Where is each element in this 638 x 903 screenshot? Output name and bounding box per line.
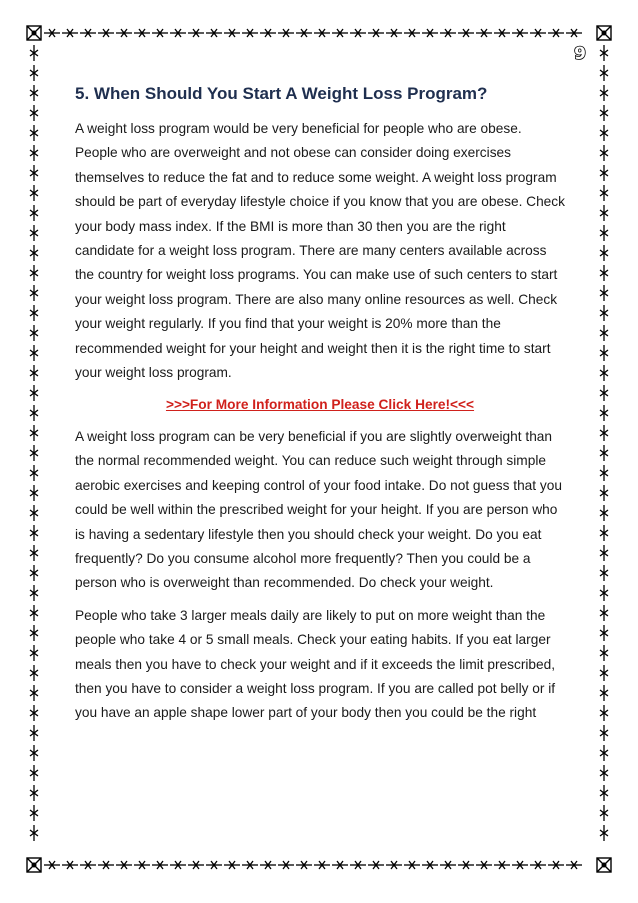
border-motif [30,465,38,481]
more-info-link-line [75,393,565,417]
border-motif [30,565,38,581]
border-motif [224,29,240,37]
border-motif [30,265,38,281]
border-motif [116,29,132,37]
border-motif [386,861,402,869]
border-motif [458,29,474,37]
border-motif [30,325,38,341]
document-body [75,83,565,734]
border-motif [600,65,608,81]
paragraph-eating-habits: People who take 3 larger meals daily are likely to put on more weight than the people who take 4 or 5 small meals. Check your eating habits. If you eat larger meals then you have to check your weight and if it exceeds the limit prescribed, then you have to consider a weight loss program. If you are called pot belly or if you have an apple shape lower part of your body then you could be the right [75,607,556,721]
border-motif [30,165,38,181]
border-motif [600,725,608,741]
border-motif [600,305,608,321]
border-motif [600,565,608,581]
border-motif [30,505,38,521]
border-motif [440,29,456,37]
border-motif [27,26,41,40]
border-motif [386,29,402,37]
border-motif [296,861,312,869]
border-motif [30,385,38,401]
border-motif [368,861,384,869]
border-motif [600,505,608,521]
border-motif [422,29,438,37]
border-motif [350,861,366,869]
border-motif [548,29,564,37]
border-motif [600,105,608,121]
border-motif [332,29,348,37]
border-motif [30,65,38,81]
border-motif [548,861,564,869]
border-motif [600,745,608,761]
border-motif [27,858,41,872]
border-motif [597,26,611,40]
border-motif [600,605,608,621]
border-motif [600,485,608,501]
border-motif [566,861,582,869]
border-motif [30,645,38,661]
border-motif [30,585,38,601]
border-motif [44,861,60,869]
border-motif [494,29,510,37]
border-motif [278,29,294,37]
border-motif [600,585,608,601]
border-motif [600,445,608,461]
paragraph-intro: A weight loss program would be very beneficial for people who are obese. People who are overweight and not obese can consider doing exercises themselves to reduce the fat and to reduce some weight. A weight loss program should be part of everyday lifestyle choice if you know that you are obese. Check your body mass index. If the BMI is more than 30 then you are the right candidate for a weight loss program. There are many centers available across the country for weight loss programs. You can make use of such centers to start your weight loss program. There are also many online resources as well. Check your weight regularly. If you find that your weight is 20% more than the recommended weight for your height and weight then it is the right time to start your weight loss program. [75,121,565,381]
border-motif [188,861,204,869]
border-motif [368,29,384,37]
border-motif [30,405,38,421]
border-motif [98,861,114,869]
border-motif [600,265,608,281]
border-motif [600,225,608,241]
border-motif [600,245,608,261]
border-motif [170,29,186,37]
border-motif [30,485,38,501]
border-motif [260,29,276,37]
border-motif [404,861,420,869]
border-motif [30,365,38,381]
border-motif [600,325,608,341]
border-motif [30,605,38,621]
border-motif [278,861,294,869]
border-motif [332,861,348,869]
border-motif [530,861,546,869]
border-motif [404,29,420,37]
border-motif [30,305,38,321]
border-motif [188,29,204,37]
border-right-edge [600,45,608,841]
border-motif [530,29,546,37]
border-motif [30,625,38,641]
border-motif [600,685,608,701]
border-motif [600,345,608,361]
border-motif [30,45,38,61]
border-motif [600,385,608,401]
border-motif [134,29,150,37]
border-motif [260,861,276,869]
border-motif [30,785,38,801]
border-motif [30,105,38,121]
border-motif [600,525,608,541]
border-motif [30,445,38,461]
border-motif [152,861,168,869]
border-motif [458,861,474,869]
paragraph-overweight: A weight loss program can be very beneficial if you are slightly overweight than the normal recommended weight. You can reduce such weight through simple aerobic exercises and keeping control of your food intake. Do not guess that you could be well within the prescribed weight for your height. If you are person who is having a sedentary lifestyle then you should check your weight. Do you eat frequently? Do you consume alcohol more frequently? Then you could be a person who is overweight than recommended. Do check your weight. [75,428,562,591]
border-motif [350,29,366,37]
border-motif [170,861,186,869]
border-motif [600,645,608,661]
border-motif [30,685,38,701]
border-motif [30,205,38,221]
border-motif [30,745,38,761]
border-motif [30,125,38,141]
section-heading: 5. When Should You Start A Weight Loss Program? [75,84,488,103]
border-motif [152,29,168,37]
border-motif [98,29,114,37]
border-motif [512,861,528,869]
border-motif [62,29,78,37]
border-motif [512,29,528,37]
border-motif [30,725,38,741]
border-motif [30,245,38,261]
border-motif [600,125,608,141]
border-motif [600,465,608,481]
border-motif [80,861,96,869]
border-motif [600,765,608,781]
border-motif [600,705,608,721]
border-motif [30,705,38,721]
border-motif [206,29,222,37]
border-left-edge [30,45,38,841]
border-motif [600,625,608,641]
border-top-edge [44,29,582,37]
page-number: 9 [574,44,586,64]
border-motif [30,85,38,101]
border-motif [600,785,608,801]
border-motif [30,145,38,161]
border-motif [476,29,492,37]
border-motif [30,665,38,681]
border-motif [494,861,510,869]
border-motif [600,185,608,201]
border-motif [600,825,608,841]
border-motif [600,205,608,221]
border-motif [30,805,38,821]
border-motif [566,29,582,37]
border-motif [30,225,38,241]
border-motif [476,861,492,869]
border-motif [314,861,330,869]
border-motif [134,861,150,869]
border-motif [600,85,608,101]
border-motif [600,405,608,421]
more-info-link[interactable]: >>>For More Information Please Click Here!<<< [165,397,475,413]
border-bottom-edge [44,861,582,869]
border-motif [30,345,38,361]
border-motif [242,861,258,869]
border-motif [30,545,38,561]
border-motif [600,285,608,301]
border-motif [80,29,96,37]
border-motif [44,29,60,37]
border-motif [30,425,38,441]
border-motif [296,29,312,37]
border-motif [600,425,608,441]
border-motif [116,861,132,869]
border-motif [30,765,38,781]
border-motif [206,861,222,869]
border-motif [30,285,38,301]
border-motif [600,805,608,821]
border-motif [600,365,608,381]
border-motif [224,861,240,869]
border-motif [62,861,78,869]
border-motif [600,145,608,161]
border-motif [422,861,438,869]
border-motif [30,525,38,541]
border-motif [314,29,330,37]
border-motif [600,165,608,181]
border-motif [600,45,608,61]
border-motif [30,185,38,201]
border-motif [30,825,38,841]
border-motif [600,545,608,561]
border-motif [242,29,258,37]
border-motif [440,861,456,869]
border-motif [600,665,608,681]
border-motif [597,858,611,872]
